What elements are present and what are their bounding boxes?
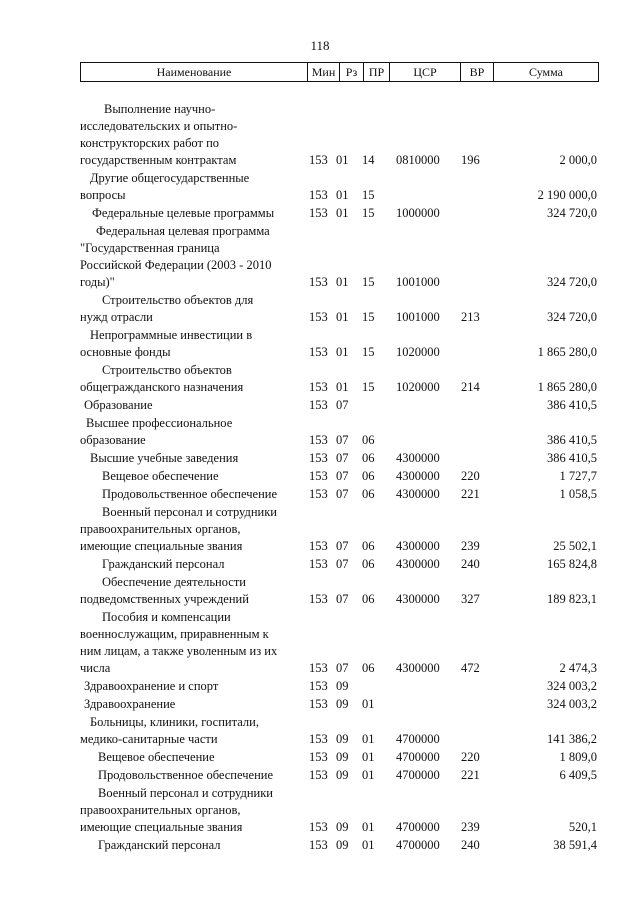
header-rz: Рз (339, 63, 363, 81)
row-name-line: Федеральные целевые программы (92, 206, 275, 220)
row-name-line: Другие общегосударственные (90, 171, 250, 185)
row-name (80, 327, 312, 361)
cell-min: 153 (309, 345, 328, 359)
cell-pr: 06 (362, 661, 375, 675)
cell-sum: 1 865 280,0 (537, 345, 597, 359)
cell-sum: 324 003,2 (547, 679, 597, 693)
table-row (0, 223, 640, 291)
row-name-line: правоохранительных органов, (80, 522, 241, 536)
table-row (0, 609, 640, 677)
cell-pr: 01 (362, 838, 375, 852)
cell-vr: 327 (461, 592, 480, 606)
cell-pr: 06 (362, 539, 375, 553)
table-row (0, 327, 640, 361)
cell-rz: 07 (336, 557, 349, 571)
table-row (0, 749, 640, 766)
cell-csr: 1020000 (396, 345, 440, 359)
cell-vr: 221 (461, 768, 480, 782)
cell-vr: 472 (461, 661, 480, 675)
row-name-line: Обеспечение деятельности (102, 575, 247, 589)
row-name (98, 837, 320, 854)
row-name-line: Военный персонал и сотрудники (102, 505, 277, 519)
cell-sum: 189 823,1 (547, 592, 597, 606)
row-name-line: Военный персонал и сотрудники (98, 786, 273, 800)
table-row (0, 292, 640, 326)
cell-min: 153 (309, 768, 328, 782)
row-name-line: Высшее профессиональное (86, 416, 233, 430)
cell-rz: 07 (336, 539, 349, 553)
cell-sum: 141 386,2 (547, 732, 597, 746)
row-name-line: подведомственных учреждений (80, 592, 249, 606)
table-row (0, 486, 640, 503)
row-name-line: Здравоохранение (84, 697, 176, 711)
cell-sum: 520,1 (568, 820, 597, 834)
row-name-line: Вещевое обеспечение (98, 750, 215, 764)
row-name (92, 205, 314, 222)
cell-csr: 0810000 (396, 153, 440, 167)
table-row (0, 678, 640, 695)
cell-pr: 14 (362, 153, 375, 167)
row-name (80, 714, 312, 748)
cell-min: 153 (309, 153, 328, 167)
table-row (0, 696, 640, 713)
cell-rz: 09 (336, 820, 349, 834)
table-row (0, 415, 640, 449)
row-name-line: нужд отрасли (80, 310, 153, 324)
cell-csr: 4700000 (396, 732, 440, 746)
cell-rz: 07 (336, 487, 349, 501)
row-name-line: Выполнение научно- (104, 102, 216, 116)
cell-pr: 15 (362, 188, 375, 202)
cell-csr: 4300000 (396, 451, 440, 465)
cell-rz: 09 (336, 732, 349, 746)
table-header (80, 62, 599, 82)
cell-pr: 01 (362, 732, 375, 746)
cell-sum: 1 727,7 (559, 469, 597, 483)
row-name-line: Федеральная целевая программа (96, 224, 270, 238)
cell-rz: 09 (336, 768, 349, 782)
cell-sum: 324 720,0 (547, 275, 597, 289)
row-name (84, 397, 306, 414)
cell-min: 153 (309, 398, 328, 412)
row-name (98, 749, 320, 766)
cell-csr: 4700000 (396, 820, 440, 834)
cell-sum: 25 502,1 (553, 539, 597, 553)
row-name-line: годы)" (80, 275, 115, 289)
row-name-line: Пособия и компенсации (102, 610, 231, 624)
cell-vr: 214 (461, 380, 480, 394)
cell-sum: 1 865 280,0 (537, 380, 597, 394)
cell-min: 153 (309, 838, 328, 852)
row-name (102, 468, 324, 485)
cell-pr: 15 (362, 206, 375, 220)
row-name (102, 486, 324, 503)
cell-min: 153 (309, 750, 328, 764)
cell-min: 153 (309, 487, 328, 501)
cell-csr: 1001000 (396, 275, 440, 289)
cell-min: 153 (309, 206, 328, 220)
cell-pr: 01 (362, 768, 375, 782)
row-name-line: Образование (84, 398, 153, 412)
cell-min: 153 (309, 380, 328, 394)
cell-vr: 240 (461, 557, 480, 571)
row-name-line: Непрограммные инвестиции в (90, 328, 253, 342)
row-name (80, 415, 308, 449)
page-number: 118 (310, 38, 330, 53)
row-name (80, 292, 324, 326)
cell-rz: 09 (336, 838, 349, 852)
cell-rz: 01 (336, 380, 349, 394)
row-name (90, 450, 312, 467)
cell-pr: 06 (362, 469, 375, 483)
row-name-line: Российской Федерации (2003 - 2010 (80, 258, 272, 272)
row-name-line: образование (80, 433, 146, 447)
cell-rz: 09 (336, 750, 349, 764)
cell-vr: 220 (461, 750, 480, 764)
cell-vr: 196 (461, 153, 480, 167)
row-name-line: Высшие учебные заведения (90, 451, 239, 465)
cell-rz: 01 (336, 188, 349, 202)
cell-pr: 06 (362, 557, 375, 571)
row-name (80, 101, 326, 169)
cell-pr: 06 (362, 433, 375, 447)
row-name-line: Строительство объектов (102, 363, 232, 377)
cell-pr: 06 (362, 592, 375, 606)
cell-rz: 07 (336, 661, 349, 675)
cell-min: 153 (309, 732, 328, 746)
cell-min: 153 (309, 310, 328, 324)
cell-sum: 324 003,2 (547, 697, 597, 711)
cell-sum: 165 824,8 (547, 557, 597, 571)
table-row (0, 785, 640, 836)
table-row (0, 397, 640, 414)
cell-pr: 15 (362, 275, 375, 289)
table-row (0, 101, 640, 169)
cell-vr: 213 (461, 310, 480, 324)
cell-min: 153 (309, 451, 328, 465)
table-row (0, 837, 640, 854)
cell-pr: 15 (362, 345, 375, 359)
table-row (0, 170, 640, 204)
row-name-line: государственным контрактам (80, 153, 237, 167)
cell-min: 153 (309, 539, 328, 553)
cell-rz: 01 (336, 153, 349, 167)
row-name (80, 574, 324, 608)
row-name-line: правоохранительных органов, (80, 803, 241, 817)
cell-csr: 1020000 (396, 380, 440, 394)
cell-rz: 09 (336, 697, 349, 711)
cell-csr: 1000000 (396, 206, 440, 220)
cell-min: 153 (309, 592, 328, 606)
row-name-line: вопросы (80, 188, 126, 202)
row-name (80, 504, 324, 555)
row-name (84, 696, 306, 713)
cell-vr: 240 (461, 838, 480, 852)
row-name-line: медико-санитарные части (80, 732, 218, 746)
cell-rz: 09 (336, 679, 349, 693)
table-row (0, 468, 640, 485)
cell-pr: 15 (362, 310, 375, 324)
row-name (80, 170, 312, 204)
row-name-line: конструкторских работ по (80, 136, 220, 150)
row-name-line: общегражданского назначения (80, 380, 244, 394)
row-name (98, 767, 320, 784)
table-row (0, 362, 640, 396)
cell-min: 153 (309, 679, 328, 693)
cell-min: 153 (309, 661, 328, 675)
cell-rz: 01 (336, 310, 349, 324)
row-name (84, 678, 306, 695)
cell-rz: 01 (336, 206, 349, 220)
row-name-line: Гражданский персонал (102, 557, 225, 571)
cell-min: 153 (309, 697, 328, 711)
cell-csr: 4700000 (396, 838, 440, 852)
cell-csr: 4300000 (396, 469, 440, 483)
cell-rz: 07 (336, 398, 349, 412)
row-name (80, 785, 320, 836)
cell-sum: 2 190 000,0 (537, 188, 597, 202)
row-name-line: основные фонды (80, 345, 171, 359)
cell-rz: 01 (336, 275, 349, 289)
cell-csr: 4300000 (396, 592, 440, 606)
row-name-line: ним лицам, а также уволенным из их (80, 644, 278, 658)
cell-sum: 2 000,0 (559, 153, 597, 167)
row-name-line: имеющие специальные звания (80, 539, 243, 553)
header-pr: ПР (363, 63, 389, 81)
table-row (0, 767, 640, 784)
table-row (0, 205, 640, 222)
cell-pr: 06 (362, 451, 375, 465)
header-csr: ЦСР (389, 63, 460, 81)
row-name (80, 609, 324, 677)
row-name-line: Продовольственное обеспечение (98, 768, 273, 782)
table-row (0, 504, 640, 555)
cell-sum: 1 809,0 (559, 750, 597, 764)
cell-sum: 6 409,5 (559, 768, 597, 782)
cell-sum: 324 720,0 (547, 206, 597, 220)
cell-csr: 1001000 (396, 310, 440, 324)
row-name (80, 362, 324, 396)
cell-min: 153 (309, 433, 328, 447)
row-name-line: "Государственная граница (80, 241, 220, 255)
cell-sum: 386 410,5 (547, 433, 597, 447)
row-name (102, 556, 324, 573)
row-name-line: военнослужащим, приравненным к (80, 627, 269, 641)
row-name (80, 223, 318, 291)
cell-csr: 4300000 (396, 487, 440, 501)
cell-csr: 4700000 (396, 750, 440, 764)
cell-pr: 01 (362, 697, 375, 711)
table-row (0, 450, 640, 467)
cell-pr: 01 (362, 820, 375, 834)
cell-sum: 1 058,5 (559, 487, 597, 501)
row-name-line: Гражданский персонал (98, 838, 221, 852)
row-name-line: Здравоохранение и спорт (84, 679, 219, 693)
row-name-line: Строительство объектов для (102, 293, 254, 307)
header-vr: ВР (460, 63, 493, 81)
cell-vr: 239 (461, 820, 480, 834)
cell-min: 153 (309, 557, 328, 571)
table-row (0, 556, 640, 573)
cell-min: 153 (309, 820, 328, 834)
header-name: Наименование (80, 63, 307, 81)
cell-rz: 07 (336, 469, 349, 483)
cell-min: 153 (309, 275, 328, 289)
cell-sum: 386 410,5 (547, 398, 597, 412)
cell-csr: 4300000 (396, 557, 440, 571)
cell-vr: 239 (461, 539, 480, 553)
cell-min: 153 (309, 469, 328, 483)
cell-sum: 38 591,4 (553, 838, 597, 852)
cell-min: 153 (309, 188, 328, 202)
cell-sum: 324 720,0 (547, 310, 597, 324)
table-row (0, 714, 640, 748)
cell-vr: 221 (461, 487, 480, 501)
cell-csr: 4700000 (396, 768, 440, 782)
cell-vr: 220 (461, 469, 480, 483)
cell-csr: 4300000 (396, 539, 440, 553)
row-name-line: исследовательских и опытно- (80, 119, 238, 133)
header-sum: Сумма (493, 63, 599, 81)
cell-pr: 06 (362, 487, 375, 501)
cell-rz: 07 (336, 451, 349, 465)
cell-pr: 01 (362, 750, 375, 764)
cell-pr: 15 (362, 380, 375, 394)
header-min: Мин (307, 63, 339, 81)
row-name-line: числа (80, 661, 111, 675)
row-name-line: имеющие специальные звания (80, 820, 243, 834)
cell-rz: 01 (336, 345, 349, 359)
cell-sum: 2 474,3 (559, 661, 597, 675)
cell-csr: 4300000 (396, 661, 440, 675)
cell-rz: 07 (336, 433, 349, 447)
table-row (0, 574, 640, 608)
cell-sum: 386 410,5 (547, 451, 597, 465)
row-name-line: Продовольственное обеспечение (102, 487, 277, 501)
row-name-line: Вещевое обеспечение (102, 469, 219, 483)
cell-rz: 07 (336, 592, 349, 606)
row-name-line: Больницы, клиники, госпитали, (90, 715, 259, 729)
